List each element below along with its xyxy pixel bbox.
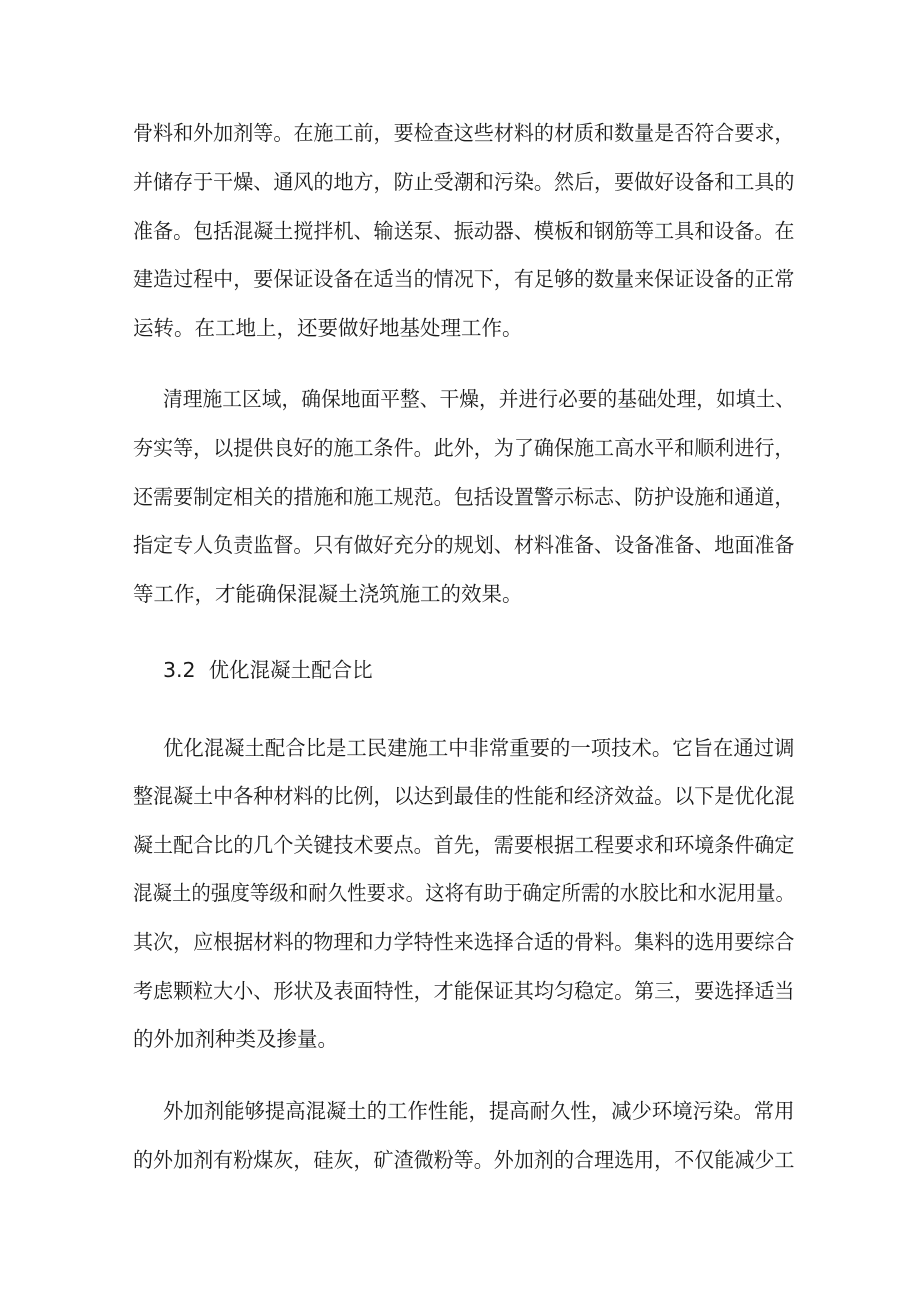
paragraph-1-line-4: 建造过程中，要保证设备在适当的情况下，有足够的数量来保证设备的正常 (133, 267, 795, 291)
paragraph-4-line-2: 的外加剂有粉煤灰，硅灰，矿渣微粉等。外加剂的合理选用，不仅能减少工 (133, 1148, 795, 1172)
paragraph-1-line-3: 准备。包括混凝土搅拌机、输送泵、振动器、模板和钢筋等工具和设备。在 (133, 219, 795, 243)
paragraph-2-line-1: 清理施工区域，确保地面平整、干燥，并进行必要的基础处理，如填土、 (163, 387, 795, 411)
paragraph-3-line-3: 凝土配合比的几个关键技术要点。首先，需要根据工程要求和环境条件确定 (133, 833, 795, 857)
paragraph-2-line-5: 等工作，才能确保混凝土浇筑施工的效果。 (133, 582, 523, 606)
paragraph-1-line-1: 骨料和外加剂等。在施工前，要检查这些材料的材质和数量是否符合要求， (133, 121, 795, 145)
paragraph-3-line-1: 优化混凝土配合比是工民建施工中非常重要的一项技术。它旨在通过调 (163, 736, 795, 760)
paragraph-3-line-7: 的外加剂种类及掺量。 (133, 1027, 338, 1051)
paragraph-3-line-2: 整混凝土中各种材料的比例，以达到最佳的性能和经济效益。以下是优化混 (133, 784, 795, 808)
paragraph-2-line-2: 夯实等，以提供良好的施工条件。此外，为了确保施工高水平和顺利进行， (133, 436, 795, 460)
paragraph-3-line-4: 混凝土的强度等级和耐久性要求。这将有助于确定所需的水胶比和水泥用量。 (133, 881, 796, 905)
paragraph-1-line-2: 并储存于干燥、通风的地方，防止受潮和污染。然后，要做好设备和工具的 (133, 170, 795, 194)
paragraph-3-line-6: 考虑颗粒大小、形状及表面特性，才能保证其均匀稳定。第三，要选择适当 (133, 979, 795, 1003)
paragraph-4-line-1: 外加剂能够提高混凝土的工作性能，提高耐久性，减少环境污染。常用 (163, 1099, 795, 1123)
paragraph-2-line-3: 还需要制定相关的措施和施工规范。包括设置警示标志、防护设施和通道， (133, 485, 795, 509)
paragraph-1-line-5: 运转。在工地上，还要做好地基处理工作。 (133, 316, 523, 340)
paragraph-2-line-4: 指定专人负责监督。只有做好充分的规划、材料准备、设备准备、地面准备 (133, 533, 795, 557)
section-heading: 3.2 优化混凝土配合比 (163, 658, 373, 682)
paragraph-3-line-5: 其次，应根据材料的物理和力学特性来选择合适的骨料。集料的选用要综合 (133, 930, 795, 954)
